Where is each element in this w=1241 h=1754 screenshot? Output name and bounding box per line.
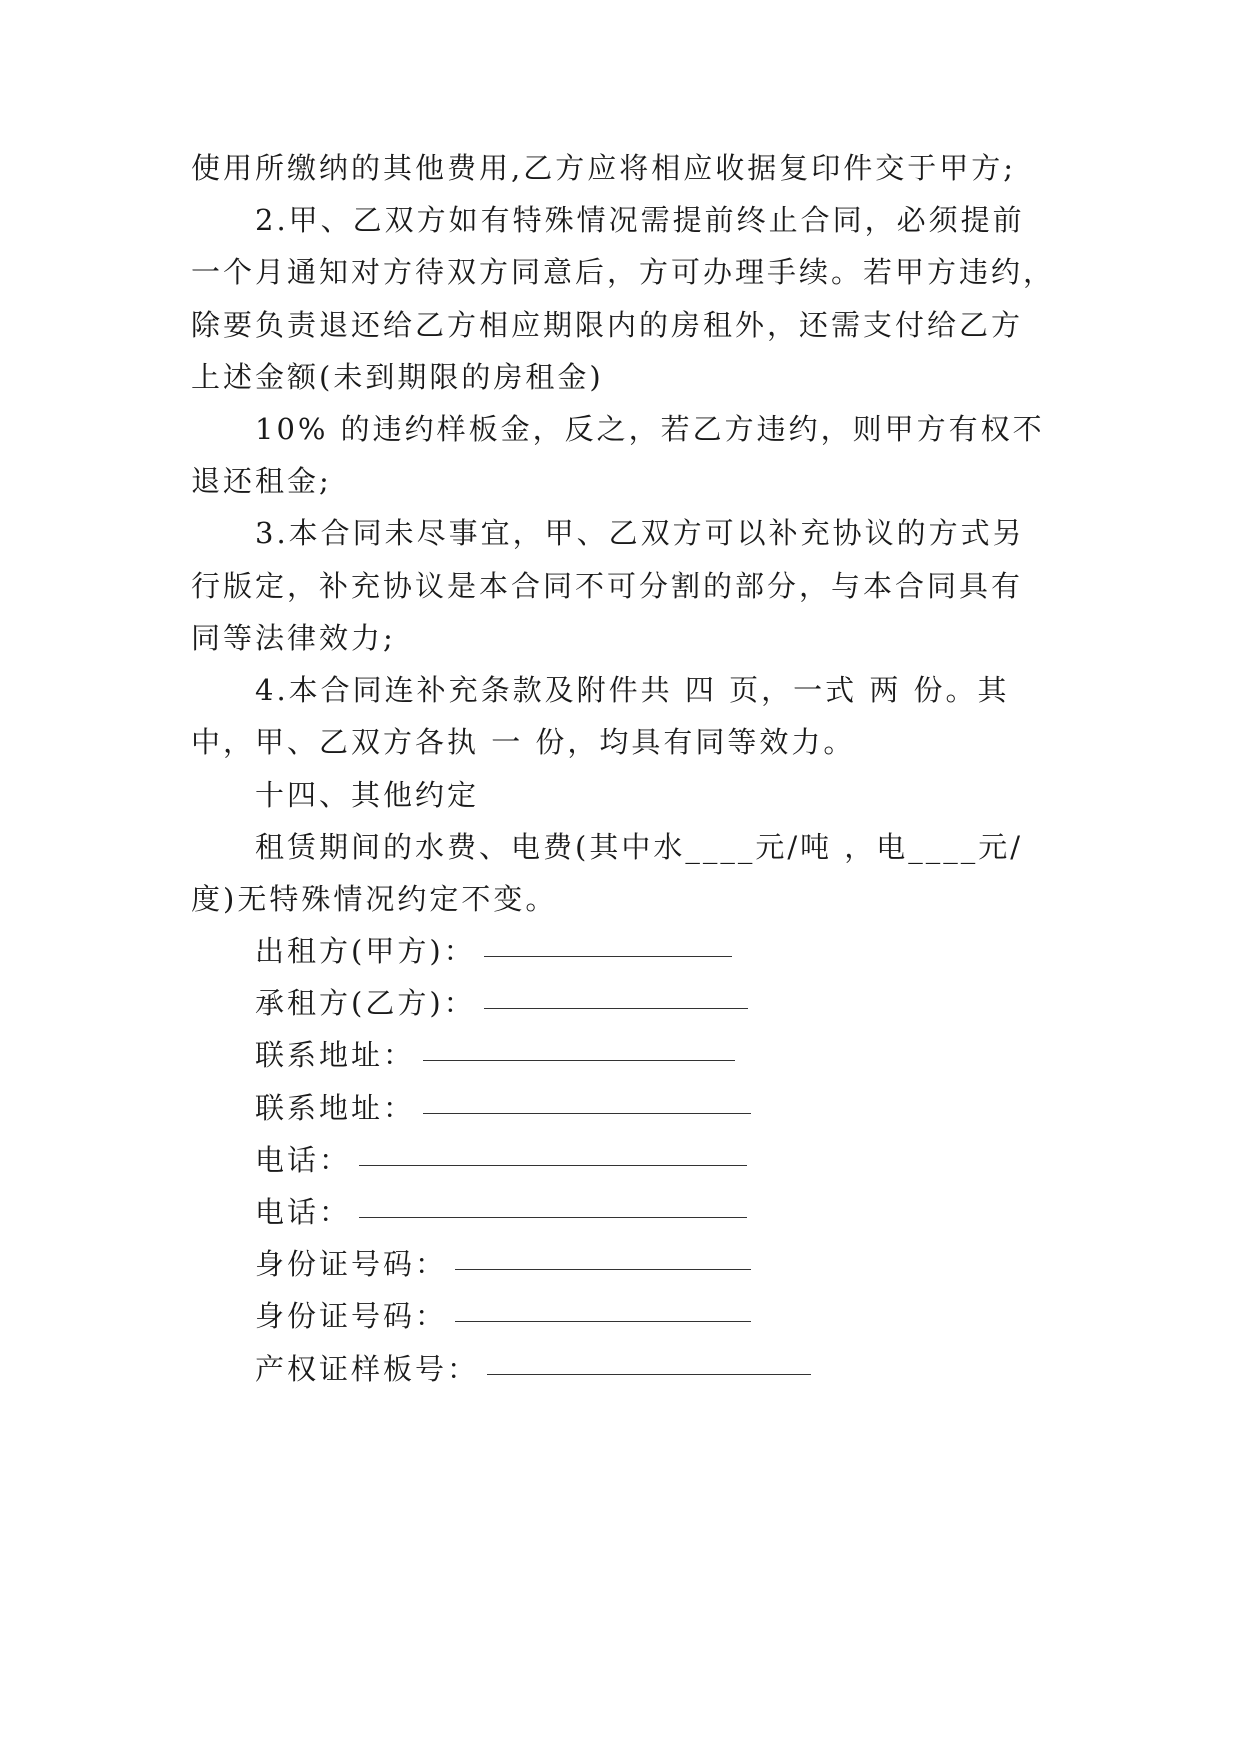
paragraph-line: 10% 的违约样板金，反之，若乙方违约，则甲方有权不 [255,412,1045,446]
blank-line [359,1215,747,1218]
blank-line [455,1267,751,1270]
field-label: 联系地址： [255,1091,416,1125]
field-label: 身份证号码： [255,1299,448,1333]
paragraph-line: 3.本合同未尽事宜，甲、乙双方可以补充协议的方式另 [255,516,1025,550]
signature-field-property-certificate [0,1349,1241,1389]
field-label: 身份证号码： [255,1247,448,1281]
field-label: 承租方(乙方)： [255,986,476,1020]
paragraph-line: 2.甲、乙双方如有特殊情况需提前终止合同，必须提前 [255,203,1025,237]
signature-field-phone [0,1192,1241,1232]
paragraph-line: 退还租金; [191,464,332,498]
blank-line [359,1163,747,1166]
field-label: 电话： [255,1143,352,1177]
paragraph-line: 一个月通知对方待双方同意后，方可办理手续。若甲方违约， [191,255,1056,289]
paragraph-line: 4.本合同连补充条款及附件共 四 页，一式 两 份。其 [255,673,1010,707]
signature-field-lessor [0,931,1241,971]
paragraph-line: 度)无特殊情况约定不变。 [191,882,558,916]
field-label: 出租方(甲方)： [255,934,476,968]
blank-line [455,1319,751,1322]
blank-line [484,1006,748,1009]
paragraph-line: 同等法律效力; [191,621,396,655]
signature-field-address [0,1088,1241,1128]
blank-line [423,1058,735,1061]
signature-field-id-number [0,1244,1241,1284]
blank-line [487,1372,811,1375]
paragraph-line: 使用所缴纳的其他费用,乙方应将相应收据复印件交于甲方; [191,151,1016,185]
signature-field-lessee [0,983,1241,1023]
paragraph-line: 租赁期间的水费、电费(其中水____元/吨 ，电____元/ [255,830,1024,864]
blank-line [423,1111,751,1114]
section-heading: 十四、其他约定 [255,778,480,812]
signature-field-phone [0,1140,1241,1180]
paragraph-line: 上述金额(未到期限的房租金) [191,360,604,394]
paragraph-line: 除要负责退还给乙方相应期限内的房租外，还需支付给乙方 [191,308,1024,342]
blank-line [484,954,732,957]
signature-field-id-number [0,1296,1241,1336]
paragraph-line: 行版定，补充协议是本合同不可分割的部分，与本合同具有 [191,569,1024,603]
field-label: 联系地址： [255,1038,416,1072]
paragraph-line: 中，甲、乙双方各执 一 份，均具有同等效力。 [191,725,856,759]
field-label: 电话： [255,1195,352,1229]
field-label: 产权证样板号： [255,1352,480,1386]
signature-field-address [0,1035,1241,1075]
